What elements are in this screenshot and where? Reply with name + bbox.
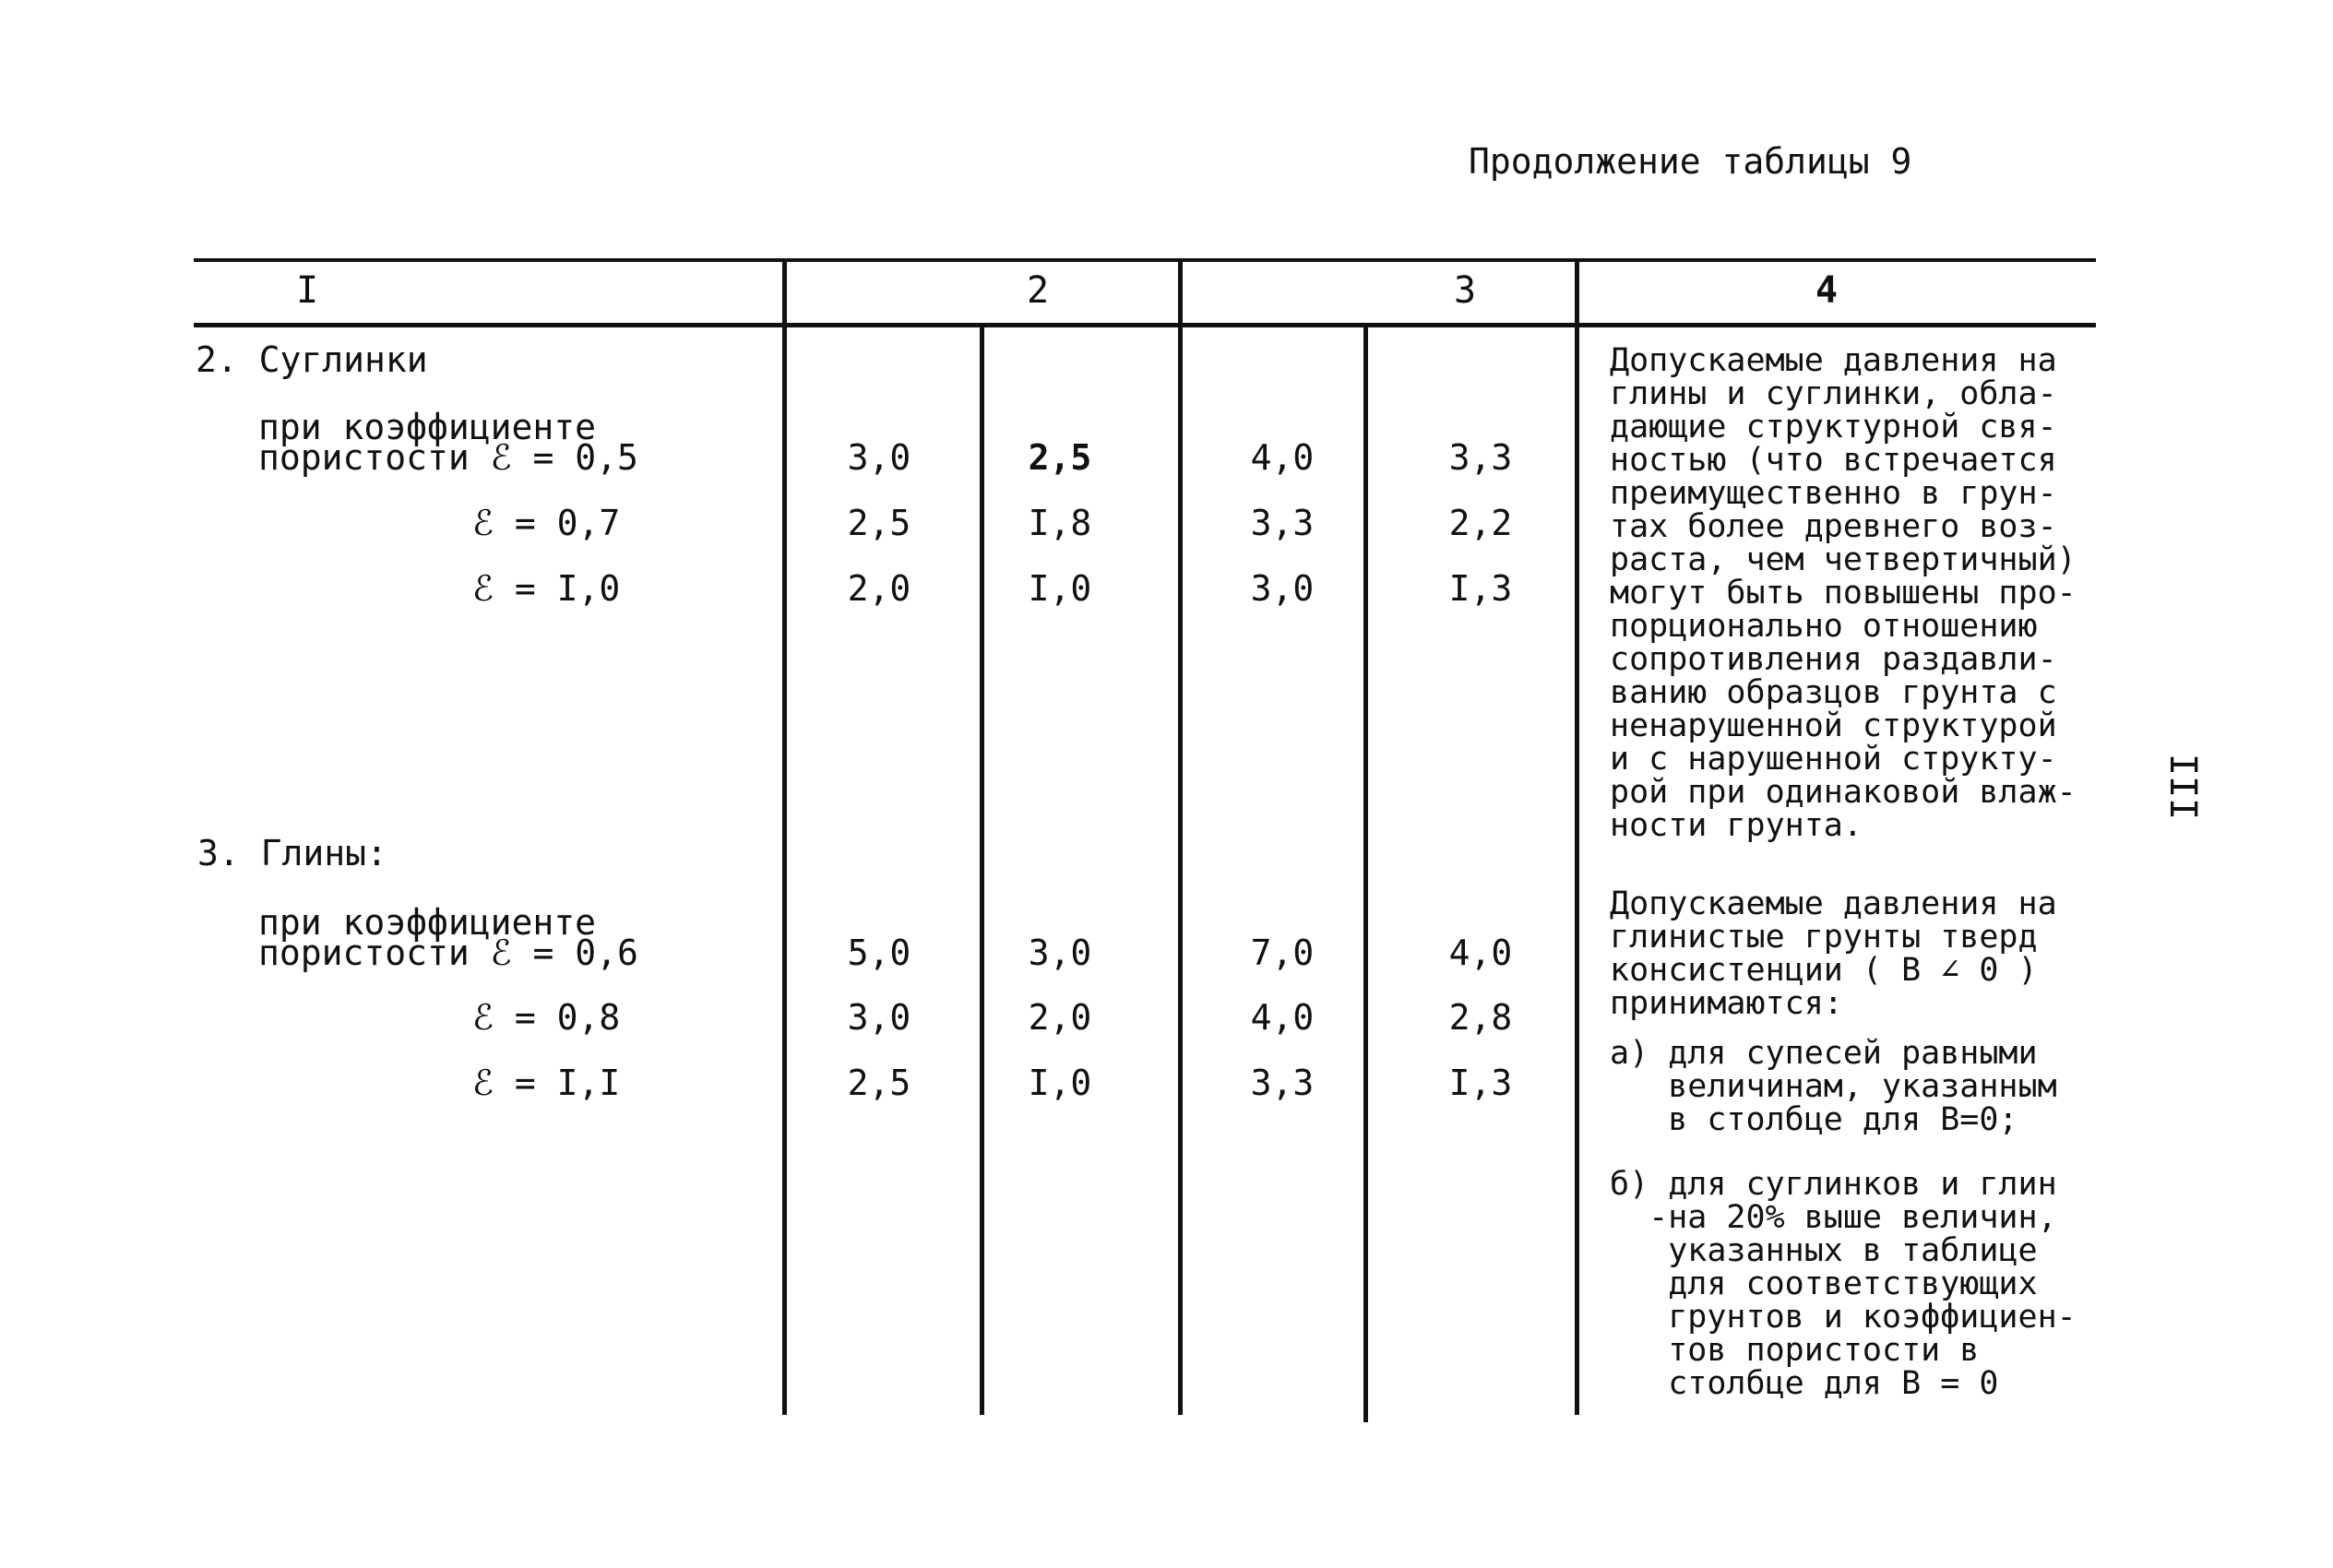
column-header-1: I xyxy=(295,269,319,312)
value-cell: 2,0 xyxy=(847,568,911,609)
page-title: Продолжение таблицы 9 xyxy=(1469,141,1912,182)
value-cell: 2,5 xyxy=(1028,437,1092,478)
column-header-4: 4 xyxy=(1815,269,1839,312)
value-cell: I,3 xyxy=(1448,568,1513,609)
note-line: в столбце для B=0; xyxy=(1610,1101,2018,1138)
note-line: б) для суглинков и глин xyxy=(1610,1166,2057,1203)
eps-label: ℰ = I,0 xyxy=(472,568,621,609)
value-cell: 2,8 xyxy=(1448,997,1513,1038)
note-line: принимаются: xyxy=(1610,985,1843,1022)
value-cell: 2,0 xyxy=(1028,997,1092,1038)
coef-label-line1: при коэффициенте xyxy=(258,407,597,447)
note-line: столбце для B = 0 xyxy=(1610,1365,1999,1402)
column-divider-3a xyxy=(1363,325,1368,1422)
coef-label-line2: пористости ℰ = 0,6 xyxy=(258,932,638,973)
note-line: рой при одинаковой влаж- xyxy=(1610,774,2077,811)
note-line: величинам, указанным xyxy=(1610,1068,2057,1105)
column-header-2: 2 xyxy=(1026,269,1050,312)
value-cell: 2,5 xyxy=(847,503,911,543)
note-line: для соответствующих xyxy=(1610,1265,2038,1302)
table-top-rule xyxy=(194,258,2096,262)
value-cell: 3,3 xyxy=(1250,503,1315,543)
eps-label: ℰ = 0,7 xyxy=(472,503,621,543)
note-line: консистенции ( B ∠ 0 ) xyxy=(1610,952,2038,989)
value-cell: 3,0 xyxy=(847,997,911,1038)
value-cell: 3,3 xyxy=(1250,1063,1315,1103)
column-divider-1 xyxy=(782,262,787,1415)
value-cell: 3,3 xyxy=(1448,437,1513,478)
value-cell: I,0 xyxy=(1028,568,1092,609)
value-cell: 4,0 xyxy=(1250,437,1315,478)
note-line: тов пористости в xyxy=(1610,1332,1980,1369)
coef-label-line2: пористости ℰ = 0,5 xyxy=(258,437,638,478)
value-cell: 4,0 xyxy=(1448,932,1513,973)
table-header-rule xyxy=(194,323,2096,327)
value-cell: 3,0 xyxy=(1250,568,1315,609)
note-line: а) для супесей равными xyxy=(1610,1035,2038,1072)
column-divider-2 xyxy=(1178,262,1183,1415)
value-cell: 2,5 xyxy=(847,1063,911,1103)
note-line: сопротивления раздавли- xyxy=(1610,641,2057,678)
note-line: тах более древнего воз- xyxy=(1610,508,2057,545)
note-line: Допускаемые давления на xyxy=(1610,342,2057,379)
value-cell: 3,0 xyxy=(847,437,911,478)
note-line: глинистые грунты тверд xyxy=(1610,919,2038,956)
eps-label: ℰ = I,I xyxy=(472,1063,621,1103)
note-line: ности грунта. xyxy=(1610,807,1863,844)
note-line: глины и суглинки, обла- xyxy=(1610,375,2057,412)
section-label-loam: 2. Суглинки xyxy=(196,339,428,380)
coef-label-line1: при коэффициенте xyxy=(258,902,597,943)
value-cell: I,8 xyxy=(1028,503,1092,543)
note-line: ненарушенной структурой xyxy=(1610,707,2057,744)
note-line: Допускаемые давления на xyxy=(1610,885,2057,922)
note-line: дающие структурной свя- xyxy=(1610,409,2057,445)
value-cell: I,3 xyxy=(1448,1063,1513,1103)
value-cell: 4,0 xyxy=(1250,997,1315,1038)
note-line: и с нарушенной структу- xyxy=(1610,741,2057,778)
section-label-clay: 3. Глины: xyxy=(197,833,387,873)
value-cell: 5,0 xyxy=(847,932,911,973)
note-line: преимущественно в грун- xyxy=(1610,475,2057,512)
column-header-3: 3 xyxy=(1453,269,1477,312)
column-divider-3 xyxy=(1575,262,1579,1415)
note-line: -на 20% выше величин, xyxy=(1610,1199,2057,1236)
column-divider-2a xyxy=(980,325,984,1415)
note-line: ностью (что встречается xyxy=(1610,442,2057,479)
page-number: III xyxy=(2161,753,2205,821)
note-line: раста, чем четвертичный) xyxy=(1610,541,2077,578)
value-cell: I,0 xyxy=(1028,1063,1092,1103)
note-line: указанных в таблице xyxy=(1610,1232,2038,1269)
note-line: ванию образцов грунта с xyxy=(1610,674,2057,711)
note-line: порционально отношению xyxy=(1610,608,2038,645)
note-line: грунтов и коэффициен- xyxy=(1610,1299,2077,1336)
value-cell: 3,0 xyxy=(1028,932,1092,973)
value-cell: 2,2 xyxy=(1448,503,1513,543)
value-cell: 7,0 xyxy=(1250,932,1315,973)
eps-label: ℰ = 0,8 xyxy=(472,997,621,1038)
note-line: могут быть повышены про- xyxy=(1610,575,2077,612)
